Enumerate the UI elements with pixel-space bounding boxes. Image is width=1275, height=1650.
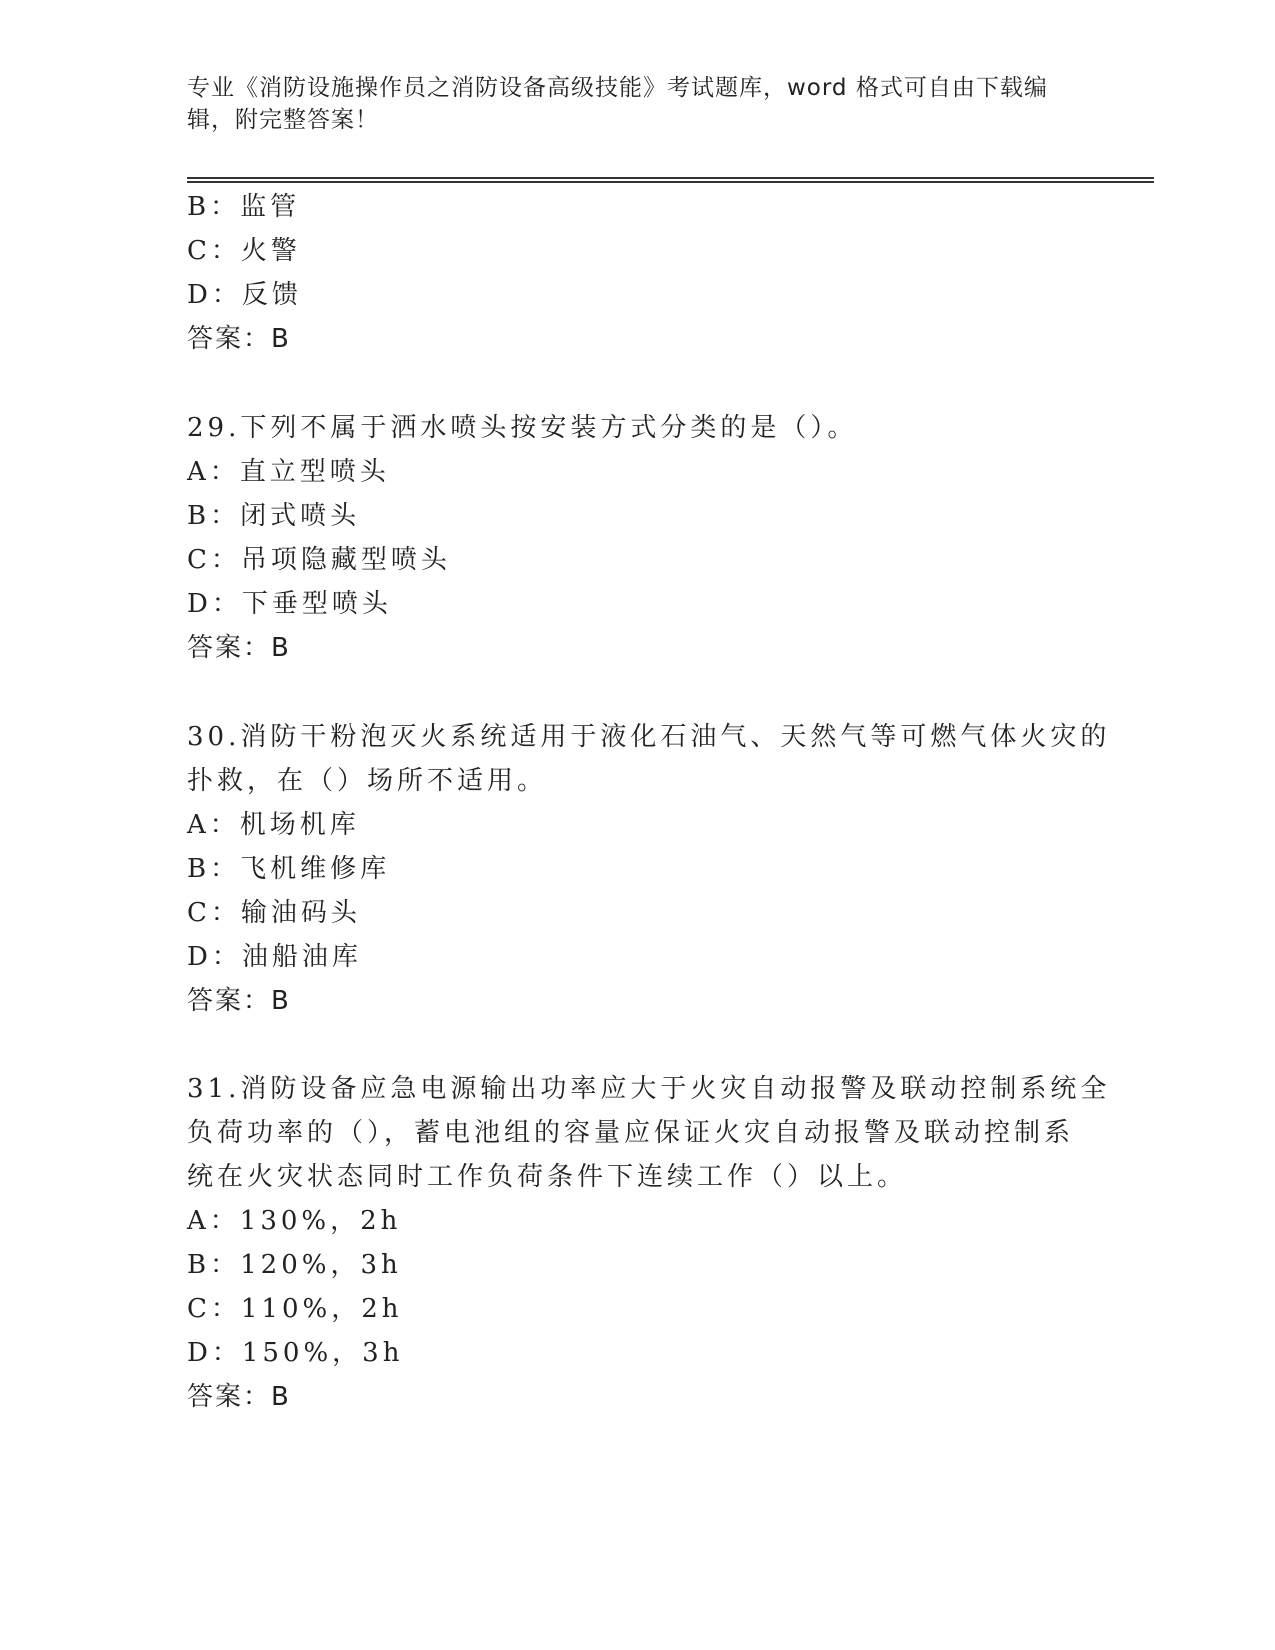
question-31-option-a: A：130%，2h xyxy=(187,1206,402,1236)
option-d: D：反馈 xyxy=(187,280,302,310)
question-31-text-line-2: 负荷功率的（），蓄电池组的容量应保证火灾自动报警及联动控制系 xyxy=(187,1118,1075,1148)
question-30-text-line-2: 扑救，在（）场所不适用。 xyxy=(187,766,548,796)
question-30-option-d: D：油船油库 xyxy=(187,942,362,972)
question-29-option-b: B：闭式喷头 xyxy=(187,501,361,531)
question-31-option-c: C：110%，2h xyxy=(187,1294,403,1324)
question-31-option-b: B：120%，3h xyxy=(187,1250,402,1280)
question-29-option-a: A：直立型喷头 xyxy=(187,457,390,487)
option-c: C：火警 xyxy=(187,236,301,266)
question-31-text-line-3: 统在火灾状态同时工作负荷条件下连续工作（）以上。 xyxy=(187,1162,908,1192)
question-29-text: 29.下列不属于洒水喷头按安装方式分类的是（）。 xyxy=(187,413,858,443)
question-30-text-line-1: 30.消防干粉泡灭火系统适用于液化石油气、天然气等可燃气体火灾的 xyxy=(187,722,1111,752)
question-30-option-a: A：机场机库 xyxy=(187,810,360,840)
question-30-option-b: B：飞机维修库 xyxy=(187,854,391,884)
option-b: B：监管 xyxy=(187,192,301,222)
question-29-option-c: C：吊项隐藏型喷头 xyxy=(187,545,451,575)
question-31-answer: 答案：B xyxy=(187,1382,291,1412)
question-29-option-d: D：下垂型喷头 xyxy=(187,589,392,619)
question-31-option-d: D：150%，3h xyxy=(187,1338,404,1368)
question-31-text-line-1: 31.消防设备应急电源输出功率应大于火灾自动报警及联动控制系统全 xyxy=(187,1074,1111,1104)
question-29-answer: 答案：B xyxy=(187,633,291,663)
header-divider xyxy=(187,177,1154,183)
answer-line: 答案：B xyxy=(187,324,291,354)
question-30-option-c: C：输油码头 xyxy=(187,898,361,928)
question-30-answer: 答案：B xyxy=(187,986,291,1016)
document-header: 专业《消防设施操作员之消防设备高级技能》考试题库，word 格式可自由下载编辑，附完整答案！ xyxy=(187,75,1048,133)
